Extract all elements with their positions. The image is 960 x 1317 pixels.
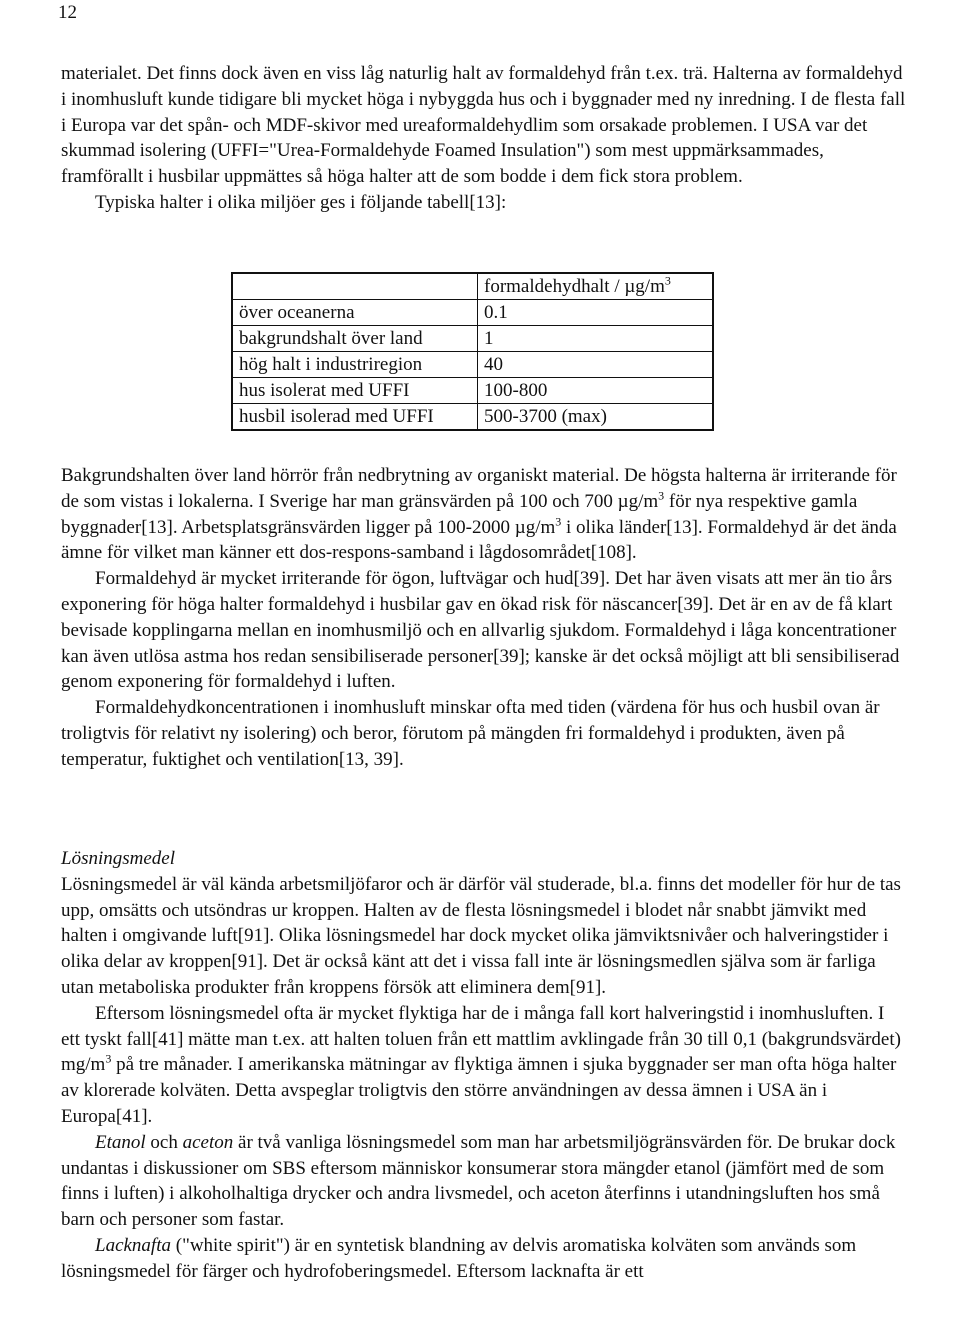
table-row bbox=[232, 300, 713, 326]
table-cell-environment: husbil isolerad med UFFI bbox=[232, 404, 478, 431]
term-aceton: aceton bbox=[182, 1131, 234, 1153]
table-header-unit bbox=[478, 273, 714, 300]
intro-section bbox=[61, 61, 907, 216]
term-lacknafta: Lacknafta bbox=[95, 1234, 171, 1256]
page-number: 12 bbox=[58, 2, 77, 23]
formaldehyde-concentration-table bbox=[231, 272, 714, 431]
table-row bbox=[232, 352, 713, 378]
concentration-paragraph: Formaldehydkoncentrationen i inomhusluft minskar ofta med tiden (värdena för hus och husbil ovan är troligtvis för relativt ny isolering) och beror, förutom på mängden fri formaldehyd i produkten, även på temperatur, fuktighet och ventilation[13, 39]. bbox=[61, 697, 880, 770]
solvents-p3-rest: är två vanliga lösningsmedel som man har arbetsmiljögränsvärden för. De brukar dock undantas i diskussioner om SBS eftersom människor konsumerar stora mängder etanol (jämfört med de som finns i luften) i alkoholhaltiga drycker och andra livsmedel, och aceton återfinns i utandningsluften hos små barn och personer som fastar. bbox=[61, 1131, 896, 1231]
table-row bbox=[232, 326, 713, 352]
limits-text-b: för nya respektive gamla byggnader[13]. Arbetsplatsgränsvärden ligger på 100-2000 µg/m bbox=[61, 490, 858, 538]
table-header-row bbox=[232, 273, 713, 300]
solvents-heading: Lösningsmedel bbox=[61, 848, 175, 869]
intro-paragraph: materialet. Det finns dock även en viss låg naturlig halt av formaldehyd från t.ex. trä. Halterna av formaldehyd i inomhusluft kunde tidigare bli mycket höga i nybyggda hus och i byggnader med ny inredning. I de flesta fall i Europa var det spån- och MDF-skivor med ureaformaldehydlim som orsakade problemen. I USA var det skummad isolering (UFFI="Urea-Formaldehyde Foamed Insulation") som mest uppmärksammades, framförallt i husbilar uppmättes så höga halter att de som bodde i dem fick stora problem. bbox=[61, 63, 906, 188]
limits-paragraph bbox=[61, 463, 907, 566]
solvents-p2-text-b: på tre månader. I amerikanska mätningar av flyktiga ämnen i sjuka byggnader ser man ofta höga halter av klorerade kolväten. Detta avspeglar troligtvis den större användningen av dessa ämnen i USA än i Europa[41]. bbox=[61, 1054, 897, 1127]
table-cell-value: 100-800 bbox=[478, 378, 714, 404]
solvents-p2-text-a: Eftersom lösningsmedel ofta är mycket flyktiga har de i många fall kort halveringstid i inomhusluften. I ett tyskt fall[41] mätte man t.ex. att halten toluen från ett mattlim avklingade från 30 till 0,1 (bakgrundsvärdet) mg/m bbox=[61, 1002, 901, 1076]
term-etanol: Etanol bbox=[95, 1131, 146, 1153]
limits-text-a: Bakgrundshalten över land hörrör från nedbrytning av organiskt material. De högsta halterna är irriterande för de som vistas i lokalerna. I Sverige har man gränsvärden på 100 och 700 µg/m bbox=[61, 465, 897, 512]
table-cell-environment: hög halt i industriregion bbox=[232, 352, 478, 378]
solvents-paragraph-1: Lösningsmedel är väl kända arbetsmiljöfaror och är därför väl studerade, bl.a. finns det modeller för hur de tas upp, omsätts och utsöndras ur kroppen. Halten av de flesta lösningsmedel i blodet når snabbt jämvikt med halten i omgivande luft[91]. Olika lösningsmedel har dock mycket olika jämviktsnivåer och halveringstider i olika delar av kroppen[91]. Det är också känt att det i vissa fall inte är lösningsmedlen själva som är farliga utan metaboliska produkter från kroppens försök att eliminera dem[91]. bbox=[61, 873, 901, 998]
limits-sup-2: 3 bbox=[555, 514, 562, 529]
table-cell-environment: över oceanerna bbox=[232, 300, 478, 326]
solvents-p4-rest: ("white spirit") är en syntetisk blandning av delvis aromatiska kolväten som används som lösningsmedel för färger och hydrofoberingsmedel. Eftersom lacknafta är ett bbox=[61, 1234, 857, 1282]
table-intro-paragraph: Typiska halter i olika miljöer ges i följande tabell[13]: bbox=[95, 191, 507, 213]
solvents-paragraph-3 bbox=[61, 1130, 907, 1233]
limits-sup-1: 3 bbox=[658, 488, 665, 503]
table-header-unit-sup: 3 bbox=[664, 273, 671, 288]
solvents-p3-mid: och bbox=[145, 1131, 183, 1153]
solvents-paragraph-4 bbox=[61, 1233, 907, 1285]
solvents-paragraph-2 bbox=[61, 1001, 907, 1130]
table-cell-value: 40 bbox=[478, 352, 714, 378]
table-row bbox=[232, 378, 713, 404]
table-row bbox=[232, 404, 713, 431]
formaldehyde-table-wrapper bbox=[231, 272, 714, 431]
table-cell-environment: hus isolerat med UFFI bbox=[232, 378, 478, 404]
irritation-paragraph: Formaldehyd är mycket irriterande för ögon, luftvägar och hud[39]. Det har även visats att mer än tio års exponering för höga halter formaldehyd i husbilar gav en ökad risk för näscancer[39]. Det är en av de få klart bevisade kopplingarna mellan en inomhusmiljö och en allvarlig sjukdom. Formaldehyd i låga koncentrationer kan även utlösa astma hos redan sensibiliserade personer[39]; kanske är det också möjligt att bli sensibiliserad genom exponering för formaldehyd i luften. bbox=[61, 568, 900, 693]
table-cell-value: 1 bbox=[478, 326, 714, 352]
solvents-p2-sup: 3 bbox=[105, 1052, 112, 1067]
table-cell-environment: bakgrundshalt över land bbox=[232, 326, 478, 352]
limits-text-c: i olika länder[13]. Formaldehyd är det ända ämne för vilket man känner ett dos-respons-samband i lågdosområdet[108]. bbox=[61, 516, 897, 564]
after-table-section bbox=[61, 463, 907, 773]
table-header-empty-cell bbox=[232, 273, 478, 300]
solvents-section bbox=[61, 846, 907, 1285]
table-header-unit-text: formaldehydhalt / µg/m bbox=[484, 276, 665, 297]
table-cell-value: 500-3700 (max) bbox=[478, 404, 714, 431]
table-cell-value: 0.1 bbox=[478, 300, 714, 326]
